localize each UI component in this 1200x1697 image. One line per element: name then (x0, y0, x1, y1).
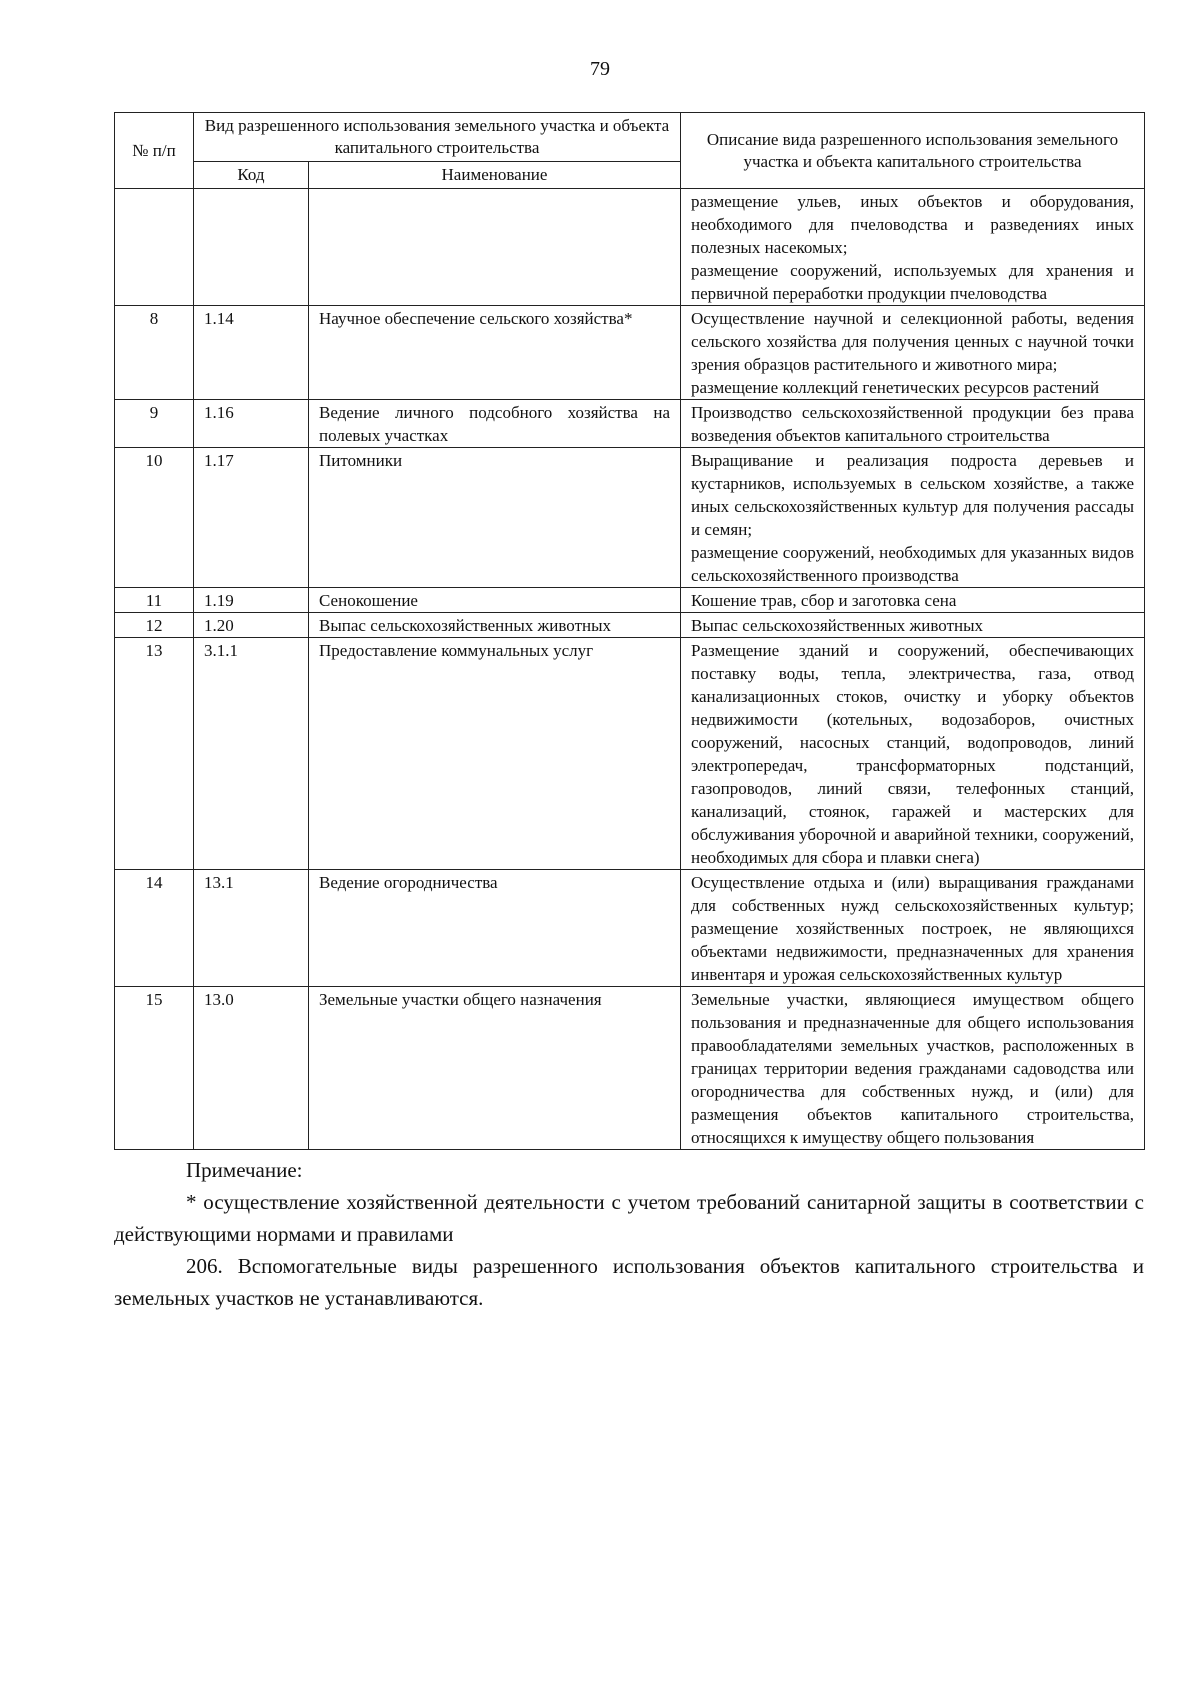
row-code: 1.14 (194, 306, 309, 400)
page-number: 79 (590, 58, 610, 80)
row-number: 10 (115, 448, 194, 588)
description-paragraph: размещение сооружений, необходимых для указанных видов сельскохозяйственного производства (691, 543, 1134, 585)
row-description (681, 987, 1145, 1150)
table-header (115, 113, 1145, 189)
table-row (115, 987, 1145, 1150)
row-number: 8 (115, 306, 194, 400)
row-number: 12 (115, 613, 194, 638)
row-code: 3.1.1 (194, 638, 309, 870)
note-footnote: * осуществление хозяйственной деятельности с учетом требований санитарной защиты в соответствии с действующими нормами и правилами (114, 1190, 1144, 1246)
row-name: Земельные участки общего назначения (309, 987, 681, 1150)
description-paragraph: размещение коллекций генетических ресурсов растений (691, 378, 1100, 397)
header-code: Код (194, 162, 309, 189)
row-name (309, 189, 681, 306)
row-number: 14 (115, 870, 194, 987)
description-paragraph: размещение ульев, иных объектов и оборудования, необходимого для пчеловодства и разведениях иных полезных насекомых; (691, 192, 1134, 257)
row-description (681, 613, 1145, 638)
row-number: 15 (115, 987, 194, 1150)
row-description (681, 870, 1145, 987)
row-number (115, 189, 194, 306)
description-paragraph: Выращивание и реализация подроста деревьев и кустарников, используемых в сельском хозяйстве, а также иных сельскохозяйственных культур для получения рассады и семян; (691, 451, 1134, 539)
row-description (681, 400, 1145, 448)
row-code: 1.19 (194, 588, 309, 613)
table-row (115, 306, 1145, 400)
description-paragraph: Выпас сельскохозяйственных животных (691, 616, 984, 635)
table-row (115, 400, 1145, 448)
table-row (115, 588, 1145, 613)
row-description (681, 638, 1145, 870)
row-name: Выпас сельскохозяйственных животных (309, 613, 681, 638)
row-number: 11 (115, 588, 194, 613)
row-description (681, 588, 1145, 613)
row-number: 13 (115, 638, 194, 870)
row-name: Предоставление коммунальных услуг (309, 638, 681, 870)
row-description (681, 306, 1145, 400)
description-paragraph: Земельные участки, являющиеся имуществом общего пользования и предназначенные для общего использования правообладателями земельных участков, расположенных в границах территории ведения гражданами садоводства или огородничества для собственных нужд, и (или) для размещения объектов капитального строительства, относящихся к имуществу общего пользования (691, 990, 1134, 1147)
land-use-table (114, 112, 1145, 1150)
description-paragraph: Производство сельскохозяйственной продукции без права возведения объектов капитального строительства (691, 403, 1134, 445)
row-code: 1.16 (194, 400, 309, 448)
description-paragraph: Кошение трав, сбор и заготовка сена (691, 591, 957, 610)
header-use-type: Вид разрешенного использования земельного участка и объекта капитального строительства (194, 113, 681, 162)
row-code: 1.17 (194, 448, 309, 588)
row-description (681, 448, 1145, 588)
description-paragraph: Размещение зданий и сооружений, обеспечивающих поставку воды, тепла, электричества, газа, отвод канализационных стоков, очистку и уборку объектов недвижимости (котельных, водозаборов, очистных сооружений, насосных станций, водопроводов, линий электропередач, трансформаторных подстанций, газопроводов, линий связи, телефонных станций, канализаций, стоянок, гаражей и мастерских для обслуживания уборочной и аварийной техники, сооружений, необходимых для сбора и плавки снега) (691, 641, 1134, 867)
row-name: Ведение личного подсобного хозяйства на полевых участках (309, 400, 681, 448)
header-description: Описание вида разрешенного использования земельного участка и объекта капитального строительства (681, 113, 1145, 189)
row-number: 9 (115, 400, 194, 448)
row-code: 13.1 (194, 870, 309, 987)
description-paragraph: размещение сооружений, используемых для хранения и первичной переработки продукции пчеловодства (691, 261, 1134, 303)
table-row (115, 638, 1145, 870)
notes-section (114, 1154, 1144, 1314)
description-paragraph: Осуществление научной и селекционной работы, ведения сельского хозяйства для получения ценных с научной точки зрения образцов растительного и животного мира; (691, 309, 1134, 374)
row-description (681, 189, 1145, 306)
table-row (115, 189, 1145, 306)
clause-206: 206. Вспомогательные виды разрешенного использования объектов капитального строительства и земельных участков не устанавливаются. (114, 1254, 1144, 1310)
note-heading: Примечание: (186, 1158, 303, 1182)
table-row (115, 448, 1145, 588)
row-name: Научное обеспечение сельского хозяйства* (309, 306, 681, 400)
row-name: Сенокошение (309, 588, 681, 613)
table-row (115, 613, 1145, 638)
description-paragraph: Осуществление отдыха и (или) выращивания гражданами для собственных нужд сельскохозяйственных культур; размещение хозяйственных построек, не являющихся объектами недвижимости, предназначенных для хранения инвентаря и урожая сельскохозяйственных культур (691, 873, 1134, 984)
header-number: № п/п (115, 113, 194, 189)
row-code: 1.20 (194, 613, 309, 638)
row-code: 13.0 (194, 987, 309, 1150)
header-name: Наименование (309, 162, 681, 189)
row-code (194, 189, 309, 306)
row-name: Питомники (309, 448, 681, 588)
table-body (115, 189, 1145, 1150)
table-row (115, 870, 1145, 987)
row-name: Ведение огородничества (309, 870, 681, 987)
